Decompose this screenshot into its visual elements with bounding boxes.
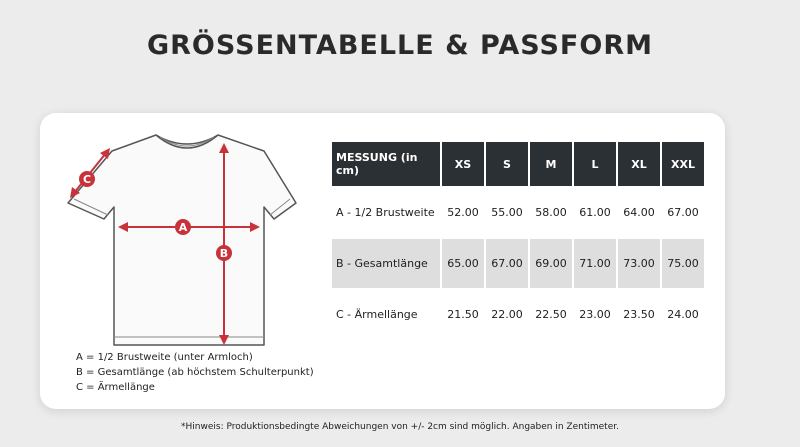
table-cell: 23.50 <box>618 290 660 339</box>
size-chart-card <box>40 113 725 409</box>
page-title: GRÖSSENTABELLE & PASSFORM <box>146 30 653 61</box>
label-c: C <box>82 173 92 186</box>
row-label: A - 1/2 Brustweite <box>332 188 440 237</box>
table-cell: 67.00 <box>486 239 528 288</box>
header-m: M <box>530 142 572 186</box>
table-row <box>332 188 704 237</box>
table-cell: 75.00 <box>662 239 704 288</box>
size-table <box>330 140 706 341</box>
table-cell: 69.00 <box>530 239 572 288</box>
table-cell: 73.00 <box>618 239 660 288</box>
table-row <box>332 239 704 288</box>
table-cell: 71.00 <box>574 239 616 288</box>
table-cell: 24.00 <box>662 290 704 339</box>
header-xxl: XXL <box>662 142 704 186</box>
header-xs: XS <box>442 142 484 186</box>
table-cell: 61.00 <box>574 188 616 237</box>
footnote: *Hinweis: Produktionsbedingte Abweichungen von +/- 2cm sind möglich. Angaben in Zentimeter. <box>181 422 619 432</box>
row-label: B - Gesamtlänge <box>332 239 440 288</box>
label-b: B <box>219 247 229 260</box>
measurement-legend <box>76 350 314 395</box>
table-cell: 23.00 <box>574 290 616 339</box>
legend-item-b: B = Gesamtlänge (ab höchstem Schulterpunkt) <box>76 367 314 378</box>
header-l: L <box>574 142 616 186</box>
table-cell: 21.50 <box>442 290 484 339</box>
table-header-row <box>332 142 704 186</box>
tshirt-outline <box>68 135 296 345</box>
legend-item-a: A = 1/2 Brustweite (unter Armloch) <box>76 352 253 363</box>
tshirt-diagram <box>52 123 322 355</box>
table-cell: 55.00 <box>486 188 528 237</box>
table-row <box>332 290 704 339</box>
header-s: S <box>486 142 528 186</box>
table-cell: 22.00 <box>486 290 528 339</box>
label-a: A <box>178 221 188 234</box>
table-cell: 64.00 <box>618 188 660 237</box>
table-cell: 65.00 <box>442 239 484 288</box>
header-xl: XL <box>618 142 660 186</box>
legend-item-c: C = Ärmellänge <box>76 382 155 393</box>
header-measurement: MESSUNG (in cm) <box>332 142 440 186</box>
table-cell: 58.00 <box>530 188 572 237</box>
row-label: C - Ärmellänge <box>332 290 440 339</box>
table-cell: 67.00 <box>662 188 704 237</box>
table-cell: 52.00 <box>442 188 484 237</box>
table-cell: 22.50 <box>530 290 572 339</box>
